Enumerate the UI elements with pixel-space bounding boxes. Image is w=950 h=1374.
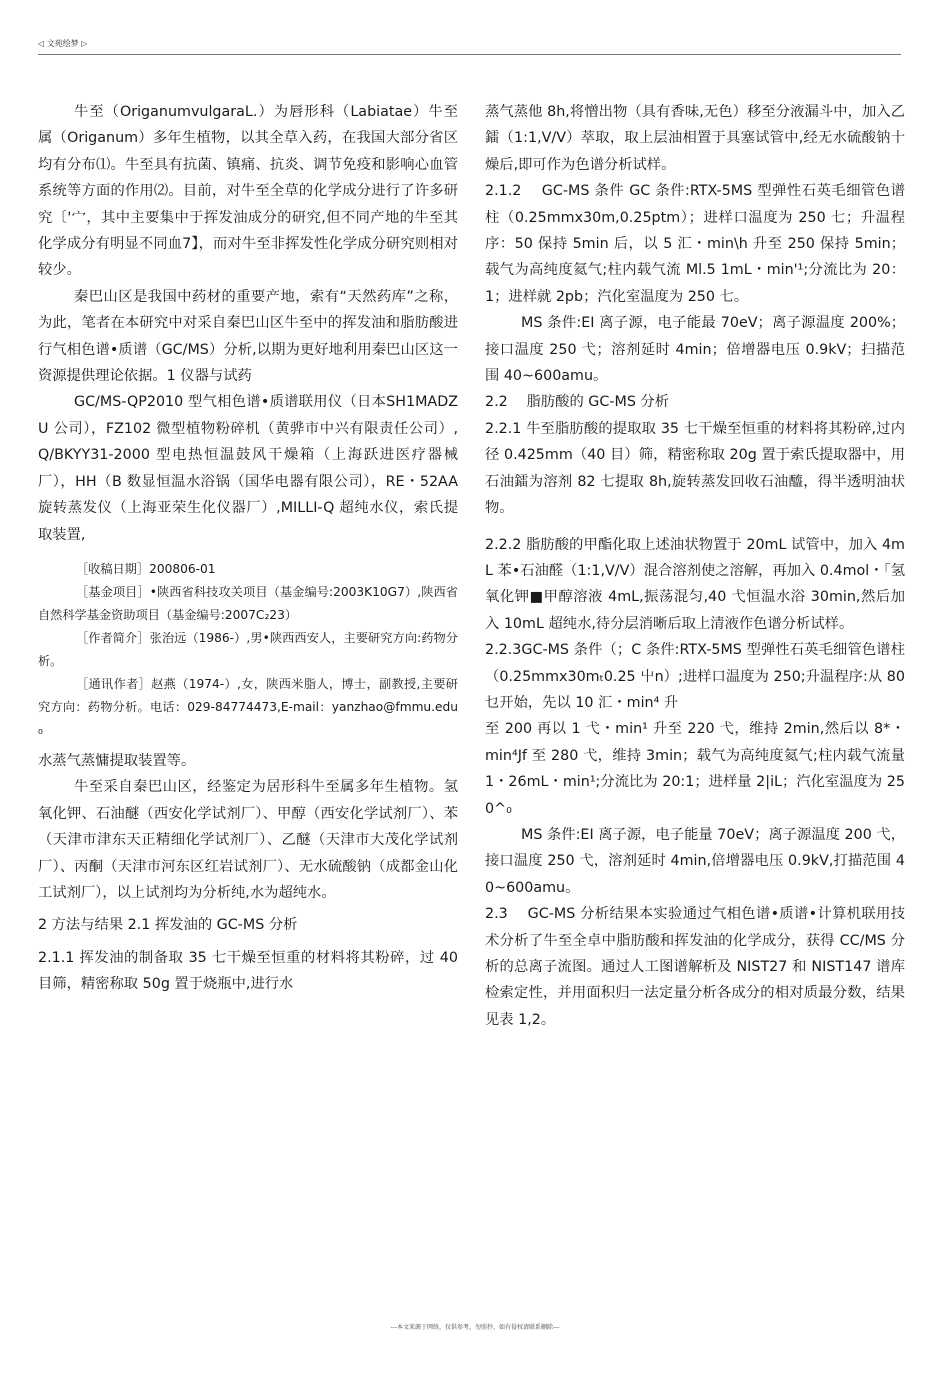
left-column (38, 99, 458, 998)
results-paragraph: 2.3 GC-MS 分析结果本实验通过气相色谱•质谱•计算机联用技术分析了牛至全卓中脂肪酸和挥发油的化学成分，获得 CC/MS 分析的总离子流图。通过人工图谱解析及 NIST27 和 NIST147 谱库检索定性，并用面积归一法定量分析各成分的相对质最分数，结果见表 1,2。 (485, 906, 905, 1028)
right-triangle-icon: ▷ (81, 39, 88, 48)
instruments-paragraph: GC/MS-QP2010 型气相色谱•质谱联用仪（日本SH1MADZU 公司），FZ102 微型植物粉碎机（黄骅市中兴有限责任公司）,Q/BKYY31-2000 型电热恒温鼓风干燥箱（上海跃进医疗器械厂），HH（B 数显恒温水浴锅（国华电器有限公司），RE・52AA 旋转蒸发仪（上海亚荣生化仪器厂）,MILLI-Q 超纯水仪，索氏提取装置, (38, 394, 458, 543)
distillation-paragraph: 蒸气蒸他 8h,将憎出物（具有香味,无色）移至分液漏斗中，加入乙鐳（1:1,V/V）萃取，取上层油相置于具塞试管中,经无水硫酸钠十燥后,即可作为色谱分析试样。 (485, 104, 905, 173)
header-label: 文苑绘梦 (46, 39, 79, 48)
temperature-program-paragraph: 至 200 再以 1 弋・min¹ 升至 220 弋，维持 2min,然后以 8*・min⁴Jf 至 280 弋，维持 3min；载气为高纯度氦气;柱内载气流量 1・26mL・min¹;分流比为 20:1；进样量 2|iL；汽化室温度为 250^₀ (485, 721, 905, 817)
section-2-1-1-paragraph: 2.1.1 挥发油的制备取 35 七干燥至恒重的材料将其粉碎，过 40 目筛，精密称取 50g 置于烧瓶中,进行水 (38, 949, 458, 993)
section-2-heading: 2 方法与结果 2.1 挥发油的 GC-MS 分析 (38, 917, 298, 934)
methylation-paragraph: 2.2.2 脂肪酸的甲酯化取上述油状物置于 20mL 试管中，加入 4mL 苯•石油醛（1:1,V/V）混合溶剂使之溶解，再加入 0.4mol・「氢氧化钾■甲醇溶液 4mL,振荡混匀,40 弋恒温水浴 30min,然后加入 10mL 超纯水,待分层消晰后取上清液作色谱分析试样。 (485, 536, 905, 632)
page-header (38, 38, 901, 55)
section-2-2-heading: 2.2 脂肪酸的 GC-MS 分析 (485, 394, 670, 411)
received-date-note: ［收稿日期］200806-01 (76, 561, 216, 576)
fund-note: ［基金项目］•陕西省科技攻关项目（基金编号:2003K10G7）,陕西省自然科学基金资助项目（基金编号:2007C₂23） (38, 584, 458, 622)
material-paragraph: 牛至采自秦巴山区，经鉴定为居形科牛至属多年生植物。氢氧化钾、石油醚（西安化学试剂厂）、甲醇（西安化学试剂厂）、苯（天津市津东天正精细化学试剂厂）、乙醚（天津市大茂化学试剂厂）、丙酮（天津市河东区红岩试剂厂）、无水硫酸钠（成都金山化工试剂厂），以上试剂均为分析纯,水为超纯水。 (38, 779, 458, 901)
intro-paragraph: 牛至（OriganumvulgaraL.）为唇形科（Labiatae）牛至属（Origanum）多年生植物，以其全草入药，在我国大部分省区均有分布⑴。牛至具有抗菌、镇痛、抗炎、调节免疫和影响心血管系统等方面的作用⑵。目前，对牛至全草的化学成分进行了许多研究〔'宀，其中主要集中于挥发油成分的研究,但不同产地的牛至其化学成分有明显不同血7】，而对牛至非挥发性化学成分研究则相对较少。 (38, 104, 458, 279)
qinba-paragraph: 秦巴山区是我国中药材的重要产地，索有“天然药库”之称，为此，笔者在本研究中对采自秦巴山区牛至中的挥发油和脂肪酸进行气相色谱•质谱（GC/MS）分析,以期为更好地利用秦巴山区这一资源提供理论依据。1 仪器与试药 (38, 288, 458, 385)
fatty-acid-extraction-paragraph: 2.2.1 牛至脂肪酸的提取取 35 七干燥至恒重的材料将其粉碎,过内径 0.425mm（40 目）筛，精密称取 20g 置于索氏提取器中，用石油鐳为溶剂 82 七提取 8h,旋转蒸发回收石油醯，得半透明油状物。 (485, 420, 905, 517)
fatty-acid-ms-conditions-paragraph: MS 条件:EI 离子源，电子能量 70eV；离子源温度 200 弋，接口温度 250 弋，溶剂延时 4min,倍增器电压 0.9kV,打描范围 40~600amu。 (485, 826, 905, 896)
ms-conditions-paragraph: MS 条件:EI 离子源，电子能最 70eV；离子源温度 200%；接口温度 250 弋；溶剂延时 4min；倍增器电压 0.9kV；扫描范围 40~600amu。 (485, 315, 905, 385)
author-note: ［作者简介］张治远（1986-）,男•陕西西安人，主要研究方向:药物分析。 (38, 630, 458, 668)
right-column (485, 99, 905, 1033)
continuation-text: 水蒸气蒸慵提取装置等。 (38, 752, 196, 769)
corresponding-author-note: ［通讯作者］赵燕（1974-）,女，陕西米脂人，博士，副教授,主要研究方向：药物分析。电话：029-84774473,E-mail：yanzhao@fmmu.edu₀ (38, 676, 458, 737)
fatty-acid-gc-conditions-paragraph: 2.2.3GC-MS 条件（；C 条件:RTX-5MS 型弹性石英毛细管色谱柱（0.25mmx30mₜ0.25 屮n）;进样口温度为 250;升温程序:从 80 乜开始，先以 10 汇・min⁴ 升 (485, 642, 905, 711)
gc-conditions-paragraph: 2.1.2 GC-MS 条件 GC 条件:RTX-5MS 型弹性石英毛细管色谱柱（0.25mmx30m,0.25ptm）；进样口温度为 250 七；升温程序：50 保持 5min 后，以 5 汇・min\h 升至 250 保持 5min；载气为高纯度氦气;柱内载气流 Ml.5 1mL・min'¹;分流比为 20：1；进样就 2pb；汽化室温度为 250 七。 (485, 183, 905, 305)
page-footer: ---本文来源于网络，仅供参考，勿照抄，如有侵权请联系删除--- (390, 1324, 560, 1331)
left-triangle-icon: ◁ (38, 39, 45, 48)
